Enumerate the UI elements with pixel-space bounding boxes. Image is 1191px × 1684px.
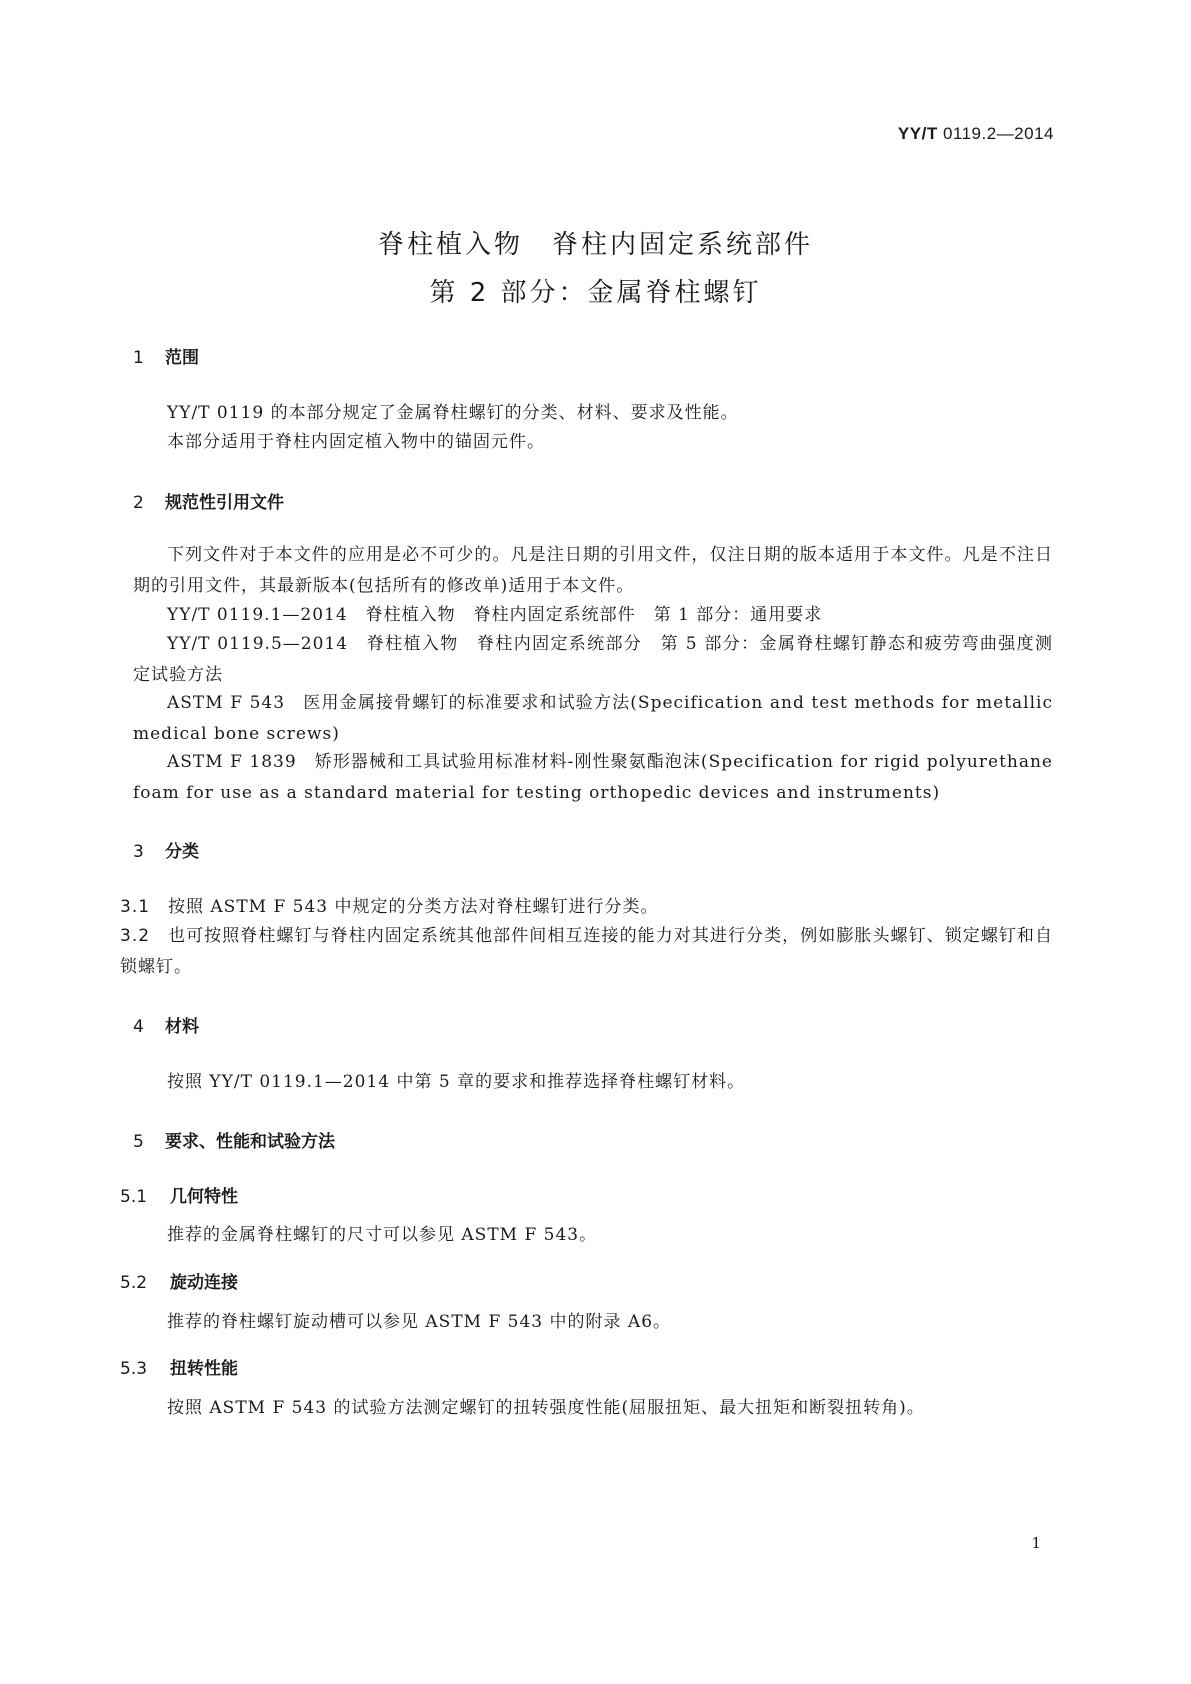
subsection-number: 5.2 xyxy=(120,1273,148,1293)
subsection-5-2-heading xyxy=(120,1268,238,1293)
section-1-heading xyxy=(133,343,199,368)
section-1-paragraph-2: 本部分适用于脊柱内固定植入物中的锚固元件。 xyxy=(167,432,545,452)
section-title: 规范性引用文件 xyxy=(165,493,284,513)
reference-1: YY/T 0119.1—2014 脊柱植入物 脊柱内固定系统部件 第 1 部分：通用要求 xyxy=(167,605,823,625)
section-title: 材料 xyxy=(165,1017,199,1037)
section-title: 分类 xyxy=(165,842,199,862)
section-1-paragraph-1: YY/T 0119 的本部分规定了金属脊柱螺钉的分类、材料、要求及性能。 xyxy=(167,403,739,423)
section-title: 要求、性能和试验方法 xyxy=(165,1132,335,1152)
standard-code xyxy=(898,124,1054,144)
subsection-title: 几何特性 xyxy=(170,1187,238,1207)
subsection-title: 旋动连接 xyxy=(170,1273,238,1293)
subsection-5-1-paragraph: 推荐的金属脊柱螺钉的尺寸可以参见 ASTM F 543。 xyxy=(167,1225,598,1245)
clause-text: 也可按照脊柱螺钉与脊柱内固定系统其他部件间相互连接的能力对其进行分类，例如膨胀头螺钉、锁定螺钉和自锁螺钉。 xyxy=(120,926,1053,977)
clause-number: 3.1 xyxy=(120,897,151,917)
section-title: 范围 xyxy=(165,348,199,368)
standard-code-number: 0119.2—2014 xyxy=(937,124,1054,143)
section-number: 4 xyxy=(133,1017,144,1037)
section-5-heading xyxy=(133,1127,335,1152)
subsection-5-3-paragraph: 按照 ASTM F 543 的试验方法测定螺钉的扭转强度性能(屈服扭矩、最大扭矩和断裂扭转角)。 xyxy=(167,1398,925,1418)
section-4-heading xyxy=(133,1012,199,1037)
section-3-heading xyxy=(133,837,199,862)
subsection-number: 5.3 xyxy=(120,1359,148,1379)
section-number: 3 xyxy=(133,842,144,862)
section-number: 5 xyxy=(133,1132,144,1152)
subsection-number: 5.1 xyxy=(120,1187,148,1207)
subsection-5-2-paragraph: 推荐的脊柱螺钉旋动槽可以参见 ASTM F 543 中的附录 A6。 xyxy=(167,1312,672,1332)
section-4-paragraph: 按照 YY/T 0119.1—2014 中第 5 章的要求和推荐选择脊柱螺钉材料。 xyxy=(167,1072,746,1092)
title-line-1: 脊柱植入物 脊柱内固定系统部件 xyxy=(377,230,813,260)
reference-4: ASTM F 1839 矫形器械和工具试验用标准材料-刚性聚氨酯泡沫(Specification for rigid polyurethane foam for use as a standard material for testing orthopedic devices and instruments) xyxy=(133,752,1053,803)
clause-3-2 xyxy=(120,921,1053,983)
reference-3: ASTM F 543 医用金属接骨螺钉的标准要求和试验方法(Specification and test methods for metallic medical bone screws) xyxy=(133,693,1053,744)
section-2-intro: 下列文件对于本文件的应用是必不可少的。凡是注日期的引用文件，仅注日期的版本适用于本文件。凡是不注日期的引用文件，其最新版本(包括所有的修改单)适用于本文件。 xyxy=(133,545,1053,596)
title-line-2: 第 2 部分：金属脊柱螺钉 xyxy=(429,278,762,308)
subsection-5-1-heading xyxy=(120,1182,238,1207)
section-2-heading xyxy=(133,488,284,513)
page-number: 1 xyxy=(1031,1534,1041,1552)
clause-text: 按照 ASTM F 543 中规定的分类方法对脊柱螺钉进行分类。 xyxy=(168,897,659,917)
section-number: 2 xyxy=(133,493,144,513)
section-number: 1 xyxy=(133,348,144,368)
subsection-5-3-heading xyxy=(120,1354,238,1379)
clause-3-1 xyxy=(120,892,1053,923)
standard-code-prefix: YY/T xyxy=(897,124,938,143)
reference-2: YY/T 0119.5—2014 脊柱植入物 脊柱内固定系统部分 第 5 部分：金属脊柱螺钉静态和疲劳弯曲强度测定试验方法 xyxy=(133,634,1053,685)
clause-number: 3.2 xyxy=(120,926,151,946)
subsection-title: 扭转性能 xyxy=(170,1359,238,1379)
